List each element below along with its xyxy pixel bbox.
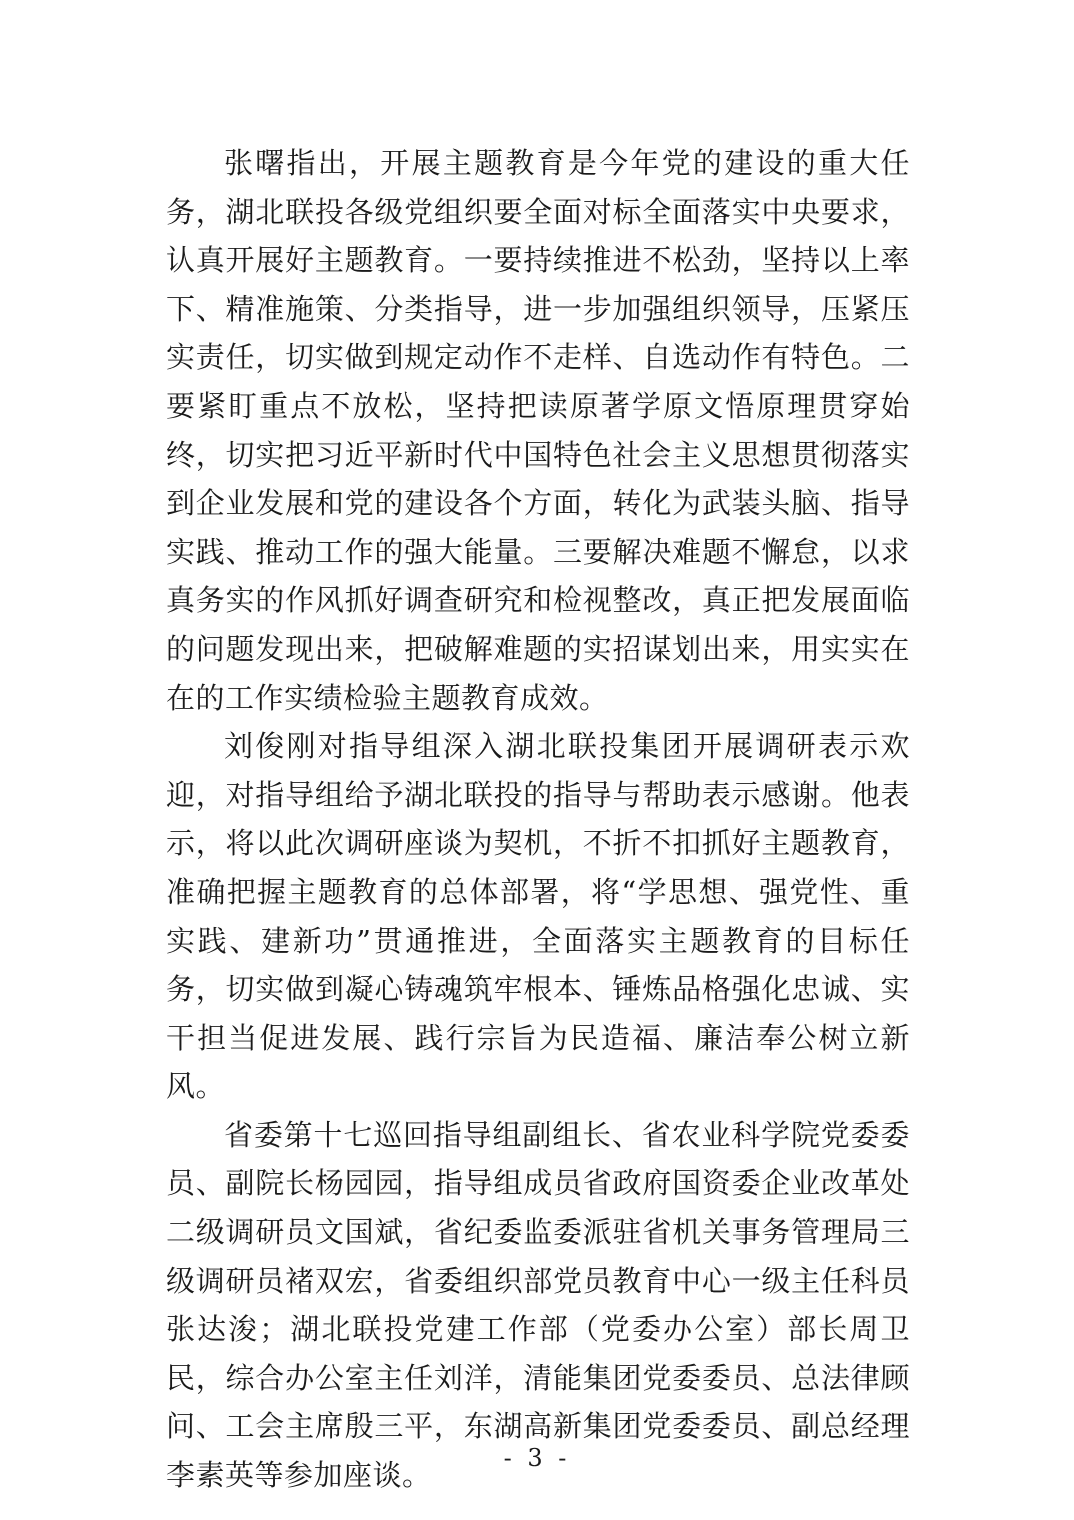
- paragraph-liu-jungang-remarks: 刘俊刚对指导组深入湖北联投集团开展调研表示欢迎，对指导组给予湖北联投的指导与帮助表示感谢。他表示，将以此次调研座谈为契机，不折不扣抓好主题教育，准确把握主题教育的总体部署，将“学思想、强党性、重实践、建新功”贯通推进，全面落实主题教育的目标任务，切实做到凝心铸魂筑牢根本、锤炼品格强化忠诚、实干担当促进发展、践行宗旨为民造福、廉洁奉公树立新风。: [166, 729, 910, 1104]
- paragraph-attendees: 省委第十七巡回指导组副组长、省农业科学院党委委员、副院长杨园园，指导组成员省政府国资委企业改革处二级调研员文国斌，省纪委监委派驻省机关事务管理局三级调研员褚双宏，省委组织部党员教育中心一级主任科员张达浚；湖北联投党建工作部（党委办公室）部长周卫民，综合办公室主任刘洋，清能集团党委委员、总法律顾问、工会主席殷三平，东湖高新集团党委委员、副总经理李素英等参加座谈。: [166, 1117, 910, 1493]
- page-number: - 3 -: [503, 1444, 571, 1472]
- paragraph-zhang-shu-remarks: 张曙指出，开展主题教育是今年党的建设的重大任务，湖北联投各级党组织要全面对标全面落实中央要求，认真开展好主题教育。一要持续推进不松劲，坚持以上率下、精准施策、分类指导，进一步加强组织领导，压紧压实责任，切实做到规定动作不走样、自选动作有特色。二要紧盯重点不放松，坚持把读原著学原文悟原理贯穿始终，切实把习近平新时代中国特色社会主义思想贯彻落实到企业发展和党的建设各个方面，转化为武装头脑、指导实践、推动工作的强大能量。三要解决难题不懈怠，以求真务实的作风抓好调查研究和检视整改，真正把发展面临的问题发现出来，把破解难题的实招谋划出来，用实实在在的工作实绩检验主题教育成效。: [166, 146, 910, 715]
- document-body: [166, 139, 910, 1500]
